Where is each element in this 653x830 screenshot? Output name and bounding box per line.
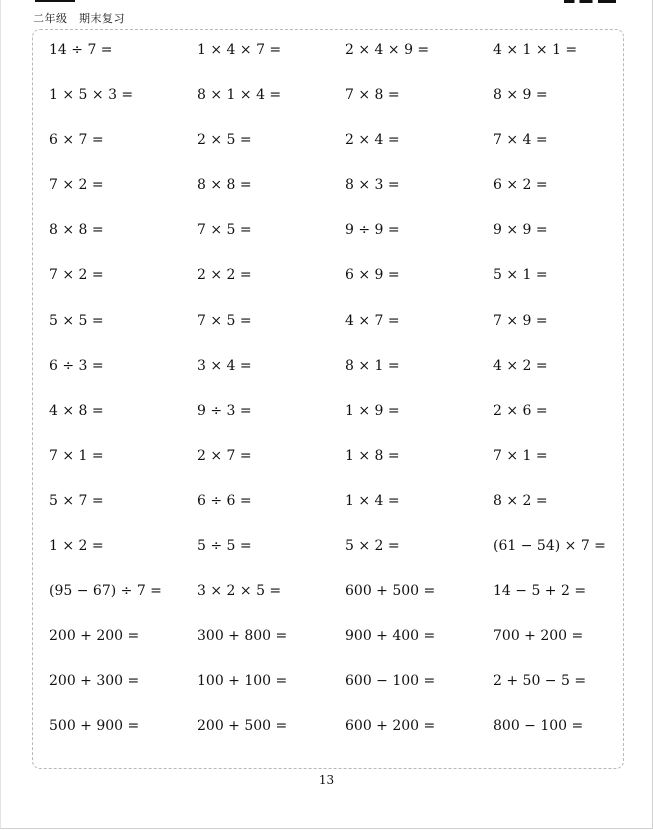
worksheet-box xyxy=(32,29,624,769)
math-problem: 5 ÷ 5 = xyxy=(197,538,252,555)
math-problem: 9 × 9 = xyxy=(493,222,548,239)
header-logo-mark xyxy=(564,0,616,3)
math-problem: 6 ÷ 6 = xyxy=(197,492,252,509)
math-problem: 500 + 900 = xyxy=(49,718,140,735)
math-problem: 2 × 6 = xyxy=(493,402,548,419)
math-problem: (95 − 67) ÷ 7 = xyxy=(49,583,162,600)
math-problem: 6 × 7 = xyxy=(49,132,104,149)
problem-grid xyxy=(49,36,615,758)
math-problem: 100 + 100 = xyxy=(197,673,288,690)
header-rule xyxy=(35,0,75,2)
math-problem: 300 + 800 = xyxy=(197,628,288,645)
math-problem: 200 + 200 = xyxy=(49,628,140,645)
math-problem: 5 × 2 = xyxy=(345,538,400,555)
math-problem: 2 × 4 × 9 = xyxy=(345,42,430,58)
math-problem: 5 × 5 = xyxy=(49,312,104,329)
math-problem: 14 − 5 + 2 = xyxy=(493,583,587,600)
math-problem: 9 ÷ 3 = xyxy=(197,402,252,419)
page-number: 13 xyxy=(318,773,335,787)
math-problem: 5 × 7 = xyxy=(49,492,104,509)
math-problem: 1 × 2 = xyxy=(49,538,104,555)
math-problem: 1 × 4 × 7 = xyxy=(197,42,282,58)
math-problem: 2 × 7 = xyxy=(197,447,252,464)
math-problem: 3 × 4 = xyxy=(197,357,252,374)
math-problem: 8 × 9 = xyxy=(493,87,548,104)
math-problem: 6 × 9 = xyxy=(345,267,400,284)
math-problem: 14 ÷ 7 = xyxy=(49,42,113,58)
math-problem: 200 + 500 = xyxy=(197,718,288,735)
math-problem: 7 × 5 = xyxy=(197,312,252,329)
math-problem: 8 × 2 = xyxy=(493,492,548,509)
math-problem: 600 − 100 = xyxy=(345,673,436,690)
math-problem: 9 ÷ 9 = xyxy=(345,222,400,239)
math-problem: 600 + 200 = xyxy=(345,718,436,735)
math-problem: 7 × 2 = xyxy=(49,267,104,284)
math-problem: 8 × 1 = xyxy=(345,357,400,374)
math-problem: 7 × 5 = xyxy=(197,222,252,239)
math-problem: 8 × 8 = xyxy=(49,222,104,239)
math-problem: 2 × 5 = xyxy=(197,132,252,149)
math-problem: 7 × 9 = xyxy=(493,312,548,329)
math-problem: 900 + 400 = xyxy=(345,628,436,645)
math-problem: 8 × 8 = xyxy=(197,177,252,194)
math-problem: 7 × 1 = xyxy=(49,447,104,464)
math-problem: 7 × 4 = xyxy=(493,132,548,149)
math-problem: 800 − 100 = xyxy=(493,718,584,735)
math-problem: 8 × 1 × 4 = xyxy=(197,87,282,104)
math-problem: 2 × 2 = xyxy=(197,267,252,284)
page-header-title: 二年级 期末复习 xyxy=(33,12,125,25)
math-problem: (61 − 54) × 7 = xyxy=(493,538,606,555)
math-problem: 600 + 500 = xyxy=(345,583,436,600)
math-problem: 2 + 50 − 5 = xyxy=(493,673,587,690)
math-problem: 7 × 2 = xyxy=(49,177,104,194)
math-problem: 4 × 8 = xyxy=(49,402,104,419)
math-problem: 3 × 2 × 5 = xyxy=(197,583,282,600)
math-problem: 1 × 8 = xyxy=(345,447,400,464)
math-problem: 1 × 4 = xyxy=(345,492,400,509)
math-problem: 6 ÷ 3 = xyxy=(49,357,104,374)
math-problem: 200 + 300 = xyxy=(49,673,140,690)
math-problem: 1 × 9 = xyxy=(345,402,400,419)
math-problem: 1 × 5 × 3 = xyxy=(49,87,134,104)
math-problem: 4 × 2 = xyxy=(493,357,548,374)
math-problem: 8 × 3 = xyxy=(345,177,400,194)
math-problem: 700 + 200 = xyxy=(493,628,584,645)
math-problem: 7 × 1 = xyxy=(493,447,548,464)
math-problem: 4 × 7 = xyxy=(345,312,400,329)
math-problem: 2 × 4 = xyxy=(345,132,400,149)
math-problem: 4 × 1 × 1 = xyxy=(493,42,578,58)
math-problem: 5 × 1 = xyxy=(493,267,548,284)
math-problem: 7 × 8 = xyxy=(345,87,400,104)
math-problem: 6 × 2 = xyxy=(493,177,548,194)
